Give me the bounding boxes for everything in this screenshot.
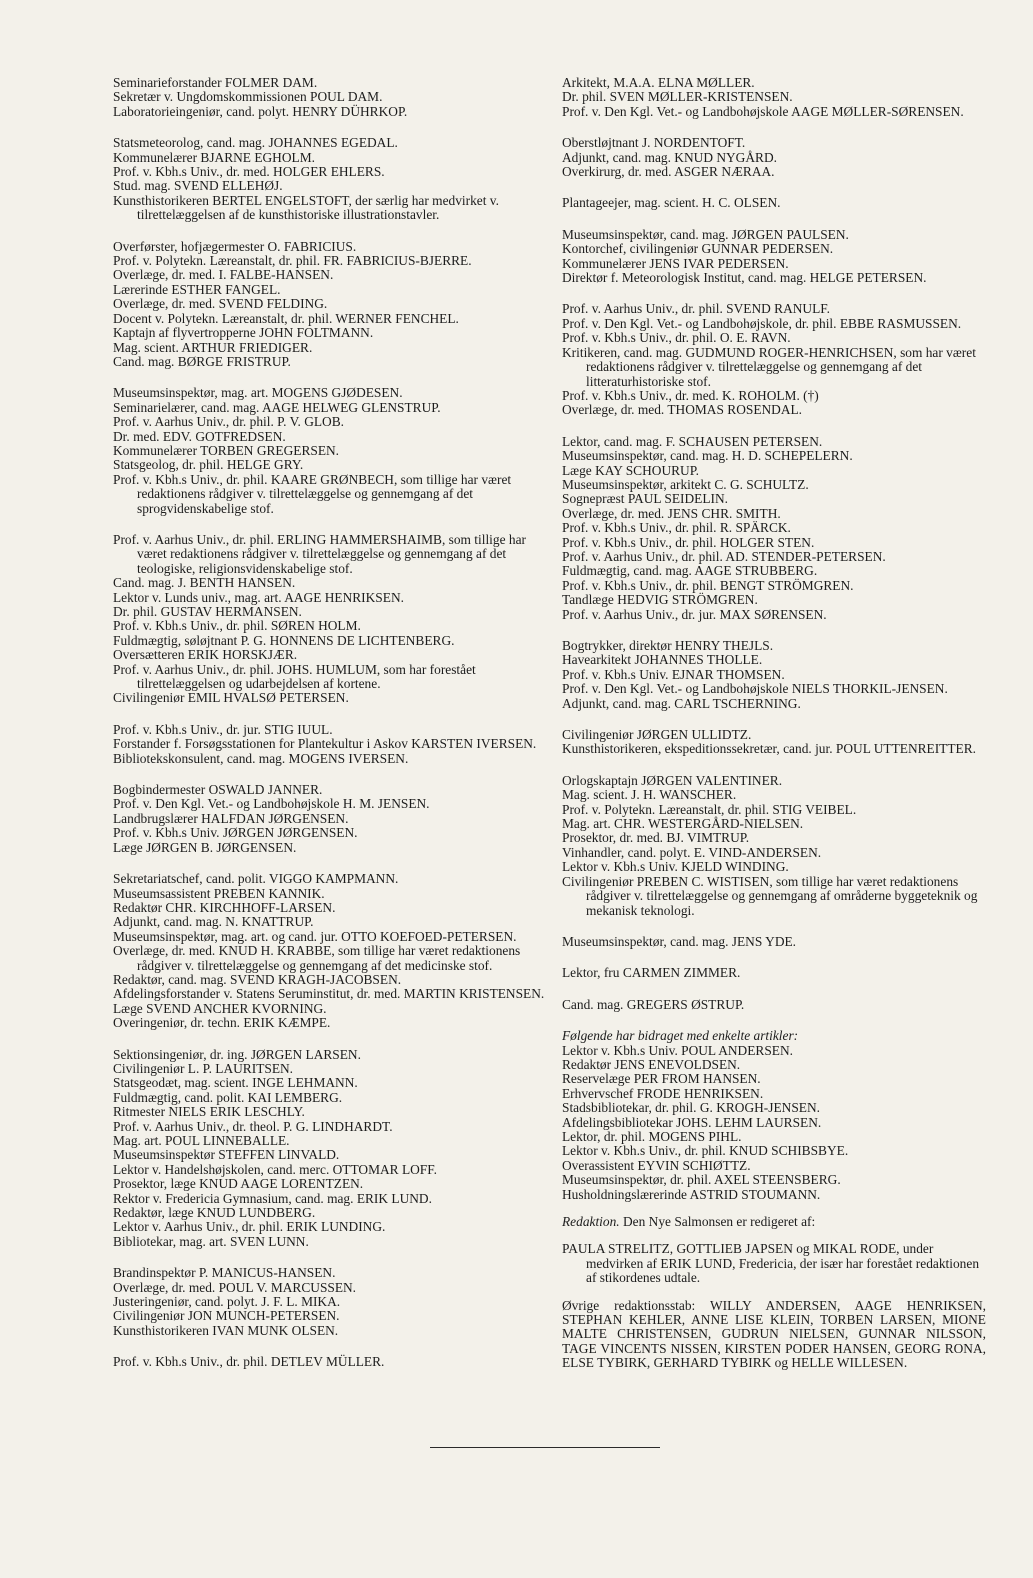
entry-group xyxy=(562,935,986,949)
entry-group xyxy=(113,386,549,516)
contributor-entry: Læge SVEND ANCHER KVORNING. xyxy=(113,1000,327,1016)
contributor-entry: Sektionsingeniør, dr. ing. JØRGEN LARSEN. xyxy=(113,1046,361,1062)
entry-group xyxy=(113,1266,549,1338)
contributor-entry: Museumsinspektør, dr. phil. AXEL STEENSBERG. xyxy=(562,1172,841,1188)
contributor-entry: Oversætteren ERIK HORSKJÆR. xyxy=(113,647,298,663)
entry-group xyxy=(562,728,986,757)
contributor-entry: Overingeniør, dr. techn. ERIK KÆMPE. xyxy=(113,1015,331,1031)
contributor-entry: Mag. art. POUL LINNEBALLE. xyxy=(113,1133,290,1148)
contributor-entry: Erhvervschef FRODE HENRIKSEN. xyxy=(562,1085,764,1101)
entry-group xyxy=(562,196,986,210)
contributor-entry: Statsgeodæt, mag. scient. INGE LEHMANN. xyxy=(113,1075,358,1091)
contributor-entry: Bogtrykker, direktør HENRY THEJLS. xyxy=(562,638,774,653)
contributor-entry: Lektor v. Handelshøjskolen, cand. merc. OTTOMAR LOFF. xyxy=(113,1161,437,1177)
contributor-entry: Arkitekt, M.A.A. ELNA MØLLER. xyxy=(562,75,755,90)
contributor-entry: Prof. v. Den Kgl. Vet.- og Landbohøjskole, dr. phil. EBBE RASMUSSEN. xyxy=(562,315,962,331)
contributor-entry: Orlogskaptajn JØRGEN VALENTINER. xyxy=(562,772,783,788)
contributor-entry: Dr. phil. GUSTAV HERMANSEN. xyxy=(113,604,302,619)
contributor-entry: Fuldmægtig, cand. mag. AAGE STRUBBERG. xyxy=(562,563,818,579)
contributor-entry: Kaptajn af flyvertropperne JOHN FOLTMANN. xyxy=(113,325,374,341)
contributor-entry: Justeringeniør, cand. polyt. J. F. L. MIKA. xyxy=(113,1294,341,1310)
contributor-entry: Stadsbibliotekar, dr. phil. G. KROGH-JENSEN. xyxy=(562,1100,820,1116)
contributor-entry: Kritikeren, cand. mag. GUDMUND ROGER-HENRICHSEN, som har været redaktionens rådgiver v. tilrettelæggelse og gennemgang af det litteraturhistoriske stof. xyxy=(562,344,976,389)
contributor-entry: Prof. v. Kbh.s Univ., dr. med. K. ROHOLM. (†) xyxy=(562,387,819,403)
contributor-entry: Civilingeniør JON MUNCH-PETERSEN. xyxy=(113,1308,340,1324)
contributor-entry: Prosektor, læge KNUD AAGE LORENTZEN. xyxy=(113,1176,364,1192)
contributor-entry: Museumsinspektør, mag. art. og cand. jur. OTTO KOEFOED-PETERSEN. xyxy=(113,928,517,944)
entry-group xyxy=(113,240,549,370)
contributor-entry: Prof. v. Kbh.s Univ., dr. jur. STIG IUUL. xyxy=(113,721,333,737)
contributor-entry: Mag. scient. ARTHUR FRIEDIGER. xyxy=(113,339,313,355)
redaktion-intro xyxy=(562,1215,986,1229)
contributor-entry: Fuldmægtig, søløjtnant P. G. HONNENS DE LICHTENBERG. xyxy=(113,632,455,648)
contributor-entry: Museumsassistent PREBEN KANNIK. xyxy=(113,885,325,901)
contributor-entry: Museumsinspektør STEFFEN LINVALD. xyxy=(113,1147,340,1163)
contributor-entry: Prof. v. Aarhus Univ., dr. jur. MAX SØRENSEN. xyxy=(562,606,827,622)
contributor-entry: Prof. v. Aarhus Univ., dr. phil. AD. STENDER-PETERSEN. xyxy=(562,548,886,564)
contributor-entry: Kontorchef, civilingeniør GUNNAR PEDERSEN. xyxy=(562,241,834,257)
contributor-entry: Lektor v. Aarhus Univ., dr. phil. ERIK LUNDING. xyxy=(113,1219,386,1235)
contributor-entry: Civilingeniør L. P. LAURITSEN. xyxy=(113,1060,294,1076)
contributor-entry: Prof. v. Kbh.s Univ., dr. phil. SØREN HOLM. xyxy=(113,618,361,634)
contributor-entry: Landbrugslærer HALFDAN JØRGENSEN. xyxy=(113,810,349,826)
contributor-entry: Bibliotekar, mag. art. SVEN LUNN. xyxy=(113,1233,309,1249)
contributor-entry: Kommunelærer JENS IVAR PEDERSEN. xyxy=(562,255,789,271)
contributor-entry: Museumsinspektør, cand. mag. H. D. SCHEPELERN. xyxy=(562,448,853,464)
contributors-list xyxy=(562,1044,986,1202)
contributor-entry: Forstander f. Forsøgsstationen for Plantekultur i Askov KARSTEN IVERSEN. xyxy=(113,736,537,752)
contributor-entry: Prof. v. Aarhus Univ., dr. phil. ERLING HAMMERSHAIMB, som tillige har været redaktionens rådgiver v. tilrettelæggelse og gennemgang af det teologiske, religionsvidenskabelige stof. xyxy=(113,531,526,576)
contributor-entry: Statsgeolog, dr. phil. HELGE GRY. xyxy=(113,457,304,473)
contributor-entry: Museumsinspektør, arkitekt C. G. SCHULTZ. xyxy=(562,476,809,492)
contributor-entry: Afdelingsbibliotekar JOHS. LEHM LAURSEN. xyxy=(562,1114,822,1130)
contributor-entry: Redaktør JENS ENEVOLDSEN. xyxy=(562,1056,741,1072)
entry-group xyxy=(562,639,986,711)
entry-group xyxy=(562,136,986,179)
bottom-rule xyxy=(430,1447,660,1448)
contributor-entry: Museumsinspektør, mag. art. MOGENS GJØDESEN. xyxy=(113,385,403,401)
contributor-entry: Rektor v. Fredericia Gymnasium, cand. mag. ERIK LUND. xyxy=(113,1190,432,1206)
contributor-entry: Museumsinspektør, cand. mag. JØRGEN PAULSEN. xyxy=(562,226,849,242)
contributor-entry: Plantageejer, mag. scient. H. C. OLSEN. xyxy=(562,195,781,211)
contributor-entry: Bibliotekskonsulent, cand. mag. MOGENS IVERSEN. xyxy=(113,750,409,766)
contributor-entry: Statsmeteorolog, cand. mag. JOHANNES EGEDAL. xyxy=(113,135,398,151)
contributor-entry: Mag. scient. J. H. WANSCHER. xyxy=(562,787,737,803)
contributor-entry: Prof. v. Kbh.s Univ., dr. phil. KAARE GRØNBECH, som tillige har været redaktionens rådgiver v. tilrettelæggelse og gennemgang af det sprogvidenskabelige stof. xyxy=(113,471,512,516)
contributor-entry: Overførster, hofjægermester O. FABRICIUS. xyxy=(113,238,357,254)
contributor-entry: Adjunkt, cand. mag. KNUD NYGÅRD. xyxy=(562,149,777,165)
contributor-entry: Prof. v. Den Kgl. Vet.- og Landbohøjskole H. M. JENSEN. xyxy=(113,796,430,812)
contributor-entry: Direktør f. Meteorologisk Institut, cand. mag. HELGE PETERSEN. xyxy=(562,270,927,286)
redaktion-intro-text: Den Nye Salmonsen er redigeret af: xyxy=(623,1214,816,1229)
entry-group xyxy=(113,76,549,119)
contributor-entry: Prof. v. Kbh.s Univ., dr. phil. BENGT STRÖMGREN. xyxy=(562,577,854,593)
entry-group xyxy=(562,435,986,622)
contributor-entry: Prof. v. Kbh.s Univ., dr. med. HOLGER EHLERS. xyxy=(113,164,385,180)
contributor-entry: Husholdningslærerinde ASTRID STOUMANN. xyxy=(562,1186,821,1202)
contributor-entry: Kunsthistorikeren, ekspeditionssekretær, cand. jur. POUL UTTENREITTER. xyxy=(562,741,977,757)
contributor-entry: Prosektor, dr. med. BJ. VIMTRUP. xyxy=(562,830,750,846)
contributor-entry: Prof. v. Den Kgl. Vet.- og Landbohøjskole NIELS THORKIL-JENSEN. xyxy=(562,681,948,697)
contributor-entry: Bogbindermester OSWALD JANNER. xyxy=(113,782,323,798)
redaktion-staff-text: Øvrige redaktionsstab: WILLY ANDERSEN, AAGE HENRIKSEN, STEPHAN KEHLER, ANNE LISE KLEIN, TORBEN LARSEN, MIONE MALTE CHRISTENSEN, GUDRUN NIELSEN, GUNNAR NILSSON, TAGE VINCENTS NISSEN, KIRSTEN PODER HANSEN, GEORG RONA, ELSE TYBIRK, GERHARD TYBIRK og HELLE WILLESEN. xyxy=(562,1298,986,1371)
right-column-entries xyxy=(562,76,986,1012)
contributor-entry: Docent v. Polytekn. Læreanstalt, dr. phil. WERNER FENCHEL. xyxy=(113,310,459,326)
contributor-entry: Redaktør, læge KNUD LUNDBERG. xyxy=(113,1205,316,1221)
contributor-entry: Prof. v. Kbh.s Univ. EJNAR THOMSEN. xyxy=(562,666,785,682)
contributor-entry: Læge KAY SCHOURUP. xyxy=(562,462,700,478)
contributor-entry: Cand. mag. GREGERS ØSTRUP. xyxy=(562,996,745,1012)
contributor-entry: Overlæge, dr. med. SVEND FELDING. xyxy=(113,296,328,312)
contributor-entry: Prof. v. Kbh.s Univ., dr. phil. O. E. RAVN. xyxy=(562,330,791,346)
contributor-entry: Overlæge, dr. med. THOMAS ROSENDAL. xyxy=(562,402,803,418)
contributor-entry: Civilingeniør PREBEN C. WISTISEN, som tillige har været redaktionens rådgiver v. tilrettelæggelse og gennemgang af områderne byggeteknik og mekanisk teknologi. xyxy=(562,873,978,918)
contributor-entry: Havearkitekt JOHANNES THOLLE. xyxy=(562,652,763,668)
contributor-entry: Vinhandler, cand. polyt. E. VIND-ANDERSEN. xyxy=(562,844,822,860)
contributor-entry: Fuldmægtig, cand. polit. KAI LEMBERG. xyxy=(113,1089,343,1105)
contributor-entry: Mag. art. CHR. WESTERGÅRD-NIELSEN. xyxy=(562,816,804,832)
contributor-entry: Cand. mag. J. BENTH HANSEN. xyxy=(113,575,296,591)
contributor-entry: Prof. v. Aarhus Univ., dr. phil. JOHS. HUMLUM, som har forestået tilrettelæggelsen og udarbejdelsen af kortene. xyxy=(113,661,476,692)
contributor-entry: Overlæge, dr. med. KNUD H. KRABBE, som tillige har været redaktionens rådgiver v. tilrettelæggelse og gennemgang af det medicinske stof. xyxy=(113,943,521,973)
contributor-entry: Kunsthistorikeren BERTEL ENGELSTOFT, der særlig har medvirket v. tilrettelæggelsen af de kunsthistoriske illustrationstavler. xyxy=(113,192,499,223)
contributor-entry: Prof. v. Aarhus Univ., dr. phil. SVEND RANULF. xyxy=(562,301,830,317)
entry-group xyxy=(562,228,986,286)
contributor-entry: Dr. med. EDV. GOTFREDSEN. xyxy=(113,428,286,444)
contributor-entry: Kommunelærer TORBEN GREGERSEN. xyxy=(113,442,340,458)
entry-group xyxy=(562,302,986,417)
entry-group xyxy=(113,1355,549,1369)
left-column xyxy=(113,76,549,1387)
contributor-entry: Afdelingsforstander v. Statens Seruminstitut, dr. med. MARTIN KRISTENSEN. xyxy=(113,986,545,1002)
contributor-entry: Lektor v. Lunds univ., mag. art. AAGE HENRIKSEN. xyxy=(113,589,404,605)
entry-group xyxy=(113,533,549,706)
contributor-entry: Redaktør CHR. KIRCHHOFF-LARSEN. xyxy=(113,899,336,915)
contributor-entry: Lektor, dr. phil. MOGENS PIHL. xyxy=(562,1128,742,1144)
contributor-entry: Prof. v. Aarhus Univ., dr. theol. P. G. LINDHARDT. xyxy=(113,1118,393,1134)
contributor-entry: Brandinspektør P. MANICUS-HANSEN. xyxy=(113,1265,336,1281)
entry-group xyxy=(562,774,986,918)
entry-group xyxy=(562,966,986,980)
contributor-entry: Læge JØRGEN B. JØRGENSEN. xyxy=(113,839,297,855)
contributor-entry: Prof. v. Kbh.s Univ., dr. phil. DETLEV MÜLLER. xyxy=(113,1354,385,1370)
contributor-entry: Kommunelærer BJARNE EGHOLM. xyxy=(113,149,315,165)
entry-group xyxy=(113,872,549,1030)
contributor-entry: Prof. v. Kbh.s Univ. JØRGEN JØRGENSEN. xyxy=(113,825,358,841)
entry-group xyxy=(562,998,986,1012)
contributor-entry: Museumsinspektør, cand. mag. JENS YDE. xyxy=(562,933,797,949)
contributor-entry: Overassistent EYVIN SCHIØTTZ. xyxy=(562,1157,751,1173)
contributor-entry: Reservelæge PER FROM HANSEN. xyxy=(562,1071,761,1087)
contributor-entry: Seminarieforstander FOLMER DAM. xyxy=(113,75,318,90)
contributor-entry: Sekretariatschef, cand. polit. VIGGO KAMPMANN. xyxy=(113,871,399,887)
entry-group xyxy=(562,76,986,119)
contributor-entry: Prof. v. Den Kgl. Vet.- og Landbohøjskole AAGE MØLLER-SØRENSEN. xyxy=(562,103,964,119)
contributor-entry: Redaktør, cand. mag. SVEND KRAGH-JACOBSEN. xyxy=(113,971,402,987)
contributor-entry: Lektor, fru CARMEN ZIMMER. xyxy=(562,965,741,981)
contributor-entry: Sekretær v. Ungdomskommissionen POUL DAM. xyxy=(113,89,383,105)
contributor-entry: Lektor, cand. mag. F. SCHAUSEN PETERSEN. xyxy=(562,433,823,449)
redaktion-staff xyxy=(562,1299,986,1371)
contributor-entry: Tandlæge HEDVIG STRÖMGREN. xyxy=(562,592,758,608)
contributor-entry: Oberstløjtnant J. NORDENTOFT. xyxy=(562,135,746,151)
contributor-entry: Prof. v. Kbh.s Univ., dr. phil. R. SPÄRCK. xyxy=(562,520,791,536)
contributor-entry: Prof. v. Polytekn. Læreanstalt, dr. phil. STIG VEIBEL. xyxy=(562,801,857,817)
contributor-entry: Lektor v. Kbh.s Univ. POUL ANDERSEN. xyxy=(562,1042,793,1058)
right-column xyxy=(562,76,986,1388)
contributor-entry: Lærerinde ESTHER FANGEL. xyxy=(113,281,281,297)
contributor-entry: Seminarielærer, cand. mag. AAGE HELWEG GLENSTRUP. xyxy=(113,399,441,415)
redaktion-editors-text: PAULA STRELITZ, GOTTLIEB JAPSEN og MIKAL RODE, under medvirken af ERIK LUND, Fredericia, der især har forestået redaktionen af stikordenes udtale. xyxy=(562,1241,980,1286)
contributor-entry: Adjunkt, cand. mag. CARL TSCHERNING. xyxy=(562,695,801,711)
contributor-entry: Lektor v. Kbh.s Univ. KJELD WINDING. xyxy=(562,859,789,875)
contributor-entry: Overlæge, dr. med. POUL V. MARCUSSEN. xyxy=(113,1279,357,1295)
contributor-entry: Prof. v. Polytekn. Læreanstalt, dr. phil. FR. FABRICIUS-BJERRE. xyxy=(113,253,472,269)
redaktion-label: Redaktion. xyxy=(562,1214,620,1229)
contributors-section xyxy=(562,1029,986,1202)
contributors-heading: Følgende har bidraget med enkelte artikler: xyxy=(562,1029,799,1044)
contributor-entry: Overlæge, dr. med. I. FALBE-HANSEN. xyxy=(113,267,334,283)
contributor-entry: Dr. phil. SVEN MØLLER-KRISTENSEN. xyxy=(562,89,793,105)
entry-group xyxy=(113,783,549,855)
entry-group xyxy=(113,136,549,222)
entry-group xyxy=(113,723,549,766)
contributor-entry: Laboratorieingeniør, cand. polyt. HENRY DÜHRKOP. xyxy=(113,103,408,119)
contributor-entry: Civilingeniør JØRGEN ULLIDTZ. xyxy=(562,727,752,743)
contributor-entry: Adjunkt, cand. mag. N. KNATTRUP. xyxy=(113,914,314,930)
contributor-entry: Cand. mag. BØRGE FRISTRUP. xyxy=(113,353,291,369)
contributor-entry: Prof. v. Kbh.s Univ., dr. phil. HOLGER STEN. xyxy=(562,534,815,550)
contributor-entry: Prof. v. Aarhus Univ., dr. phil. P. V. GLOB. xyxy=(113,414,345,430)
contributor-entry: Civilingeniør EMIL HVALSØ PETERSEN. xyxy=(113,690,349,706)
contributor-entry: Kunsthistorikeren IVAN MUNK OLSEN. xyxy=(113,1322,339,1338)
contributor-entry: Stud. mag. SVEND ELLEHØJ. xyxy=(113,178,283,194)
contributor-entry: Ritmester NIELS ERIK LESCHLY. xyxy=(113,1104,305,1120)
contributor-entry: Sognepræst PAUL SEIDELIN. xyxy=(562,491,729,507)
redaktion-editors xyxy=(562,1242,986,1285)
entry-group xyxy=(113,1048,549,1250)
contributor-entry: Lektor v. Kbh.s Univ., dr. phil. KNUD SCHIBSBYE. xyxy=(562,1143,849,1159)
contributor-entry: Overkirurg, dr. med. ASGER NÆRAA. xyxy=(562,164,775,180)
contributor-entry: Overlæge, dr. med. JENS CHR. SMITH. xyxy=(562,505,781,521)
